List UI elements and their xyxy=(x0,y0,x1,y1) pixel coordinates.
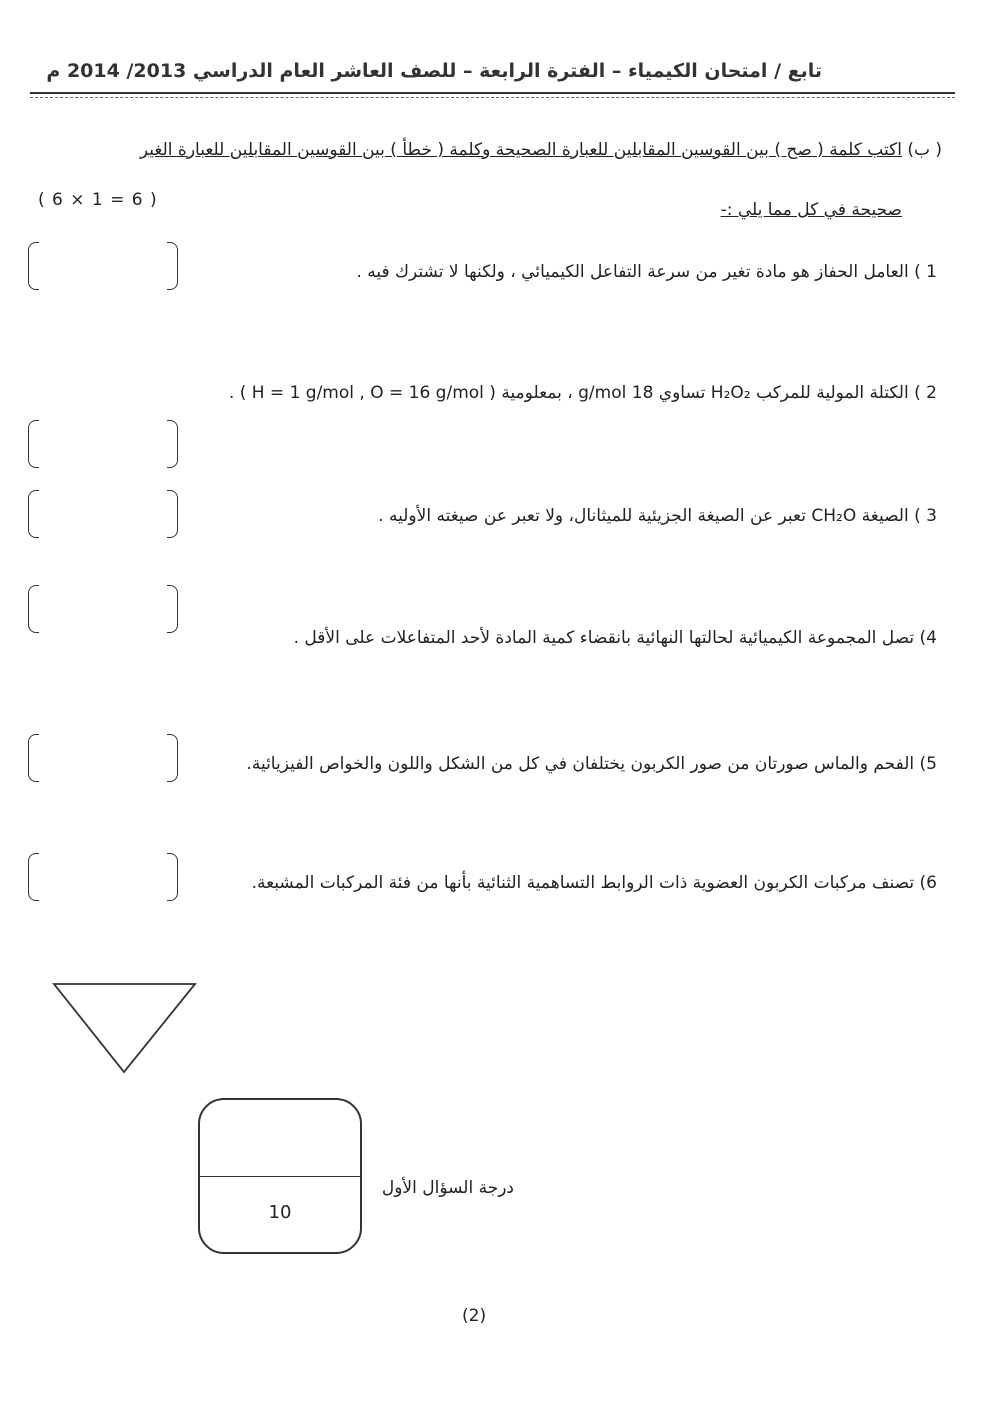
question-number: 1 ) xyxy=(914,262,937,282)
answer-box-5[interactable] xyxy=(28,734,178,780)
question-text: تصنف مركبات الكربون العضوية ذات الروابط التساهمية الثنائية بأنها من فئة المركبات المشبعة. xyxy=(251,873,915,893)
question-3 xyxy=(378,506,937,526)
question-text: الفحم والماس صورتان من صور الكربون يختلفان في كل من الشكل واللون والخواص الفيزيائية. xyxy=(246,754,915,774)
question-text: الصيغة CH₂O تعبر عن الصيغة الجزيئية للميثانال، ولا تعبر عن صيغته الأوليه . xyxy=(378,506,909,526)
grade-box-divider xyxy=(200,1176,360,1177)
question-text: تصل المجموعة الكيميائية لحالتها النهائية بانقضاء كمية المادة لأحد المتفاعلات على الأقل . xyxy=(293,628,915,648)
question-marks: ( 6 × 1 = 6 ) xyxy=(38,190,158,210)
question-number: 6) xyxy=(919,873,937,893)
grade-box xyxy=(198,1098,362,1254)
section-b-instruction-continued xyxy=(721,200,902,220)
answer-box-2[interactable] xyxy=(28,420,178,466)
section-b-label: ( ب) xyxy=(901,140,942,160)
question-text: الكتلة المولية للمركب H₂O₂ تساوي 18 g/mol ، بمعلومية ( H = 1 g/mol , O = 16 g/mol ) . xyxy=(228,383,909,403)
answer-box-6[interactable] xyxy=(28,853,178,899)
question-number: 3 ) xyxy=(914,506,937,526)
answer-box-4[interactable] xyxy=(28,585,178,631)
header-rule-dashed xyxy=(30,97,955,98)
question-4 xyxy=(294,628,937,648)
answer-box-1[interactable] xyxy=(28,242,178,288)
triangle-shape xyxy=(52,982,198,1076)
instruction-line-2: صحيحة في كل مما يلي :- xyxy=(720,200,902,220)
grade-total: 10 xyxy=(268,1202,292,1223)
section-b-instruction xyxy=(140,140,942,160)
instruction-line-1: اكتب كلمة ( صح ) بين القوسين المقابلين للعبارة الصحيحة وكلمة ( خطأ ) بين القوسين المقابلين للعبارة الغير xyxy=(139,140,902,160)
exam-header-title: تابع / امتحان الكيمياء – الفترة الرابعة – للصف العاشر العام الدراسي 2013/ 2014 م xyxy=(46,60,822,82)
question-5 xyxy=(246,754,937,774)
question-6 xyxy=(252,873,937,893)
question-2 xyxy=(229,383,937,403)
answer-box-3[interactable] xyxy=(28,490,178,536)
question-1 xyxy=(356,262,937,282)
question-number: 5) xyxy=(919,754,937,774)
question-number: 2 ) xyxy=(914,383,937,403)
page-number: (2) xyxy=(462,1306,487,1326)
question-number: 4) xyxy=(919,628,937,648)
question-text: العامل الحفاز هو مادة تغير من سرعة التفاعل الكيميائي ، ولكنها لا تشترك فيه . xyxy=(356,262,909,282)
header-rule xyxy=(30,92,955,94)
grade-label: درجة السؤال الأول xyxy=(381,1178,514,1198)
